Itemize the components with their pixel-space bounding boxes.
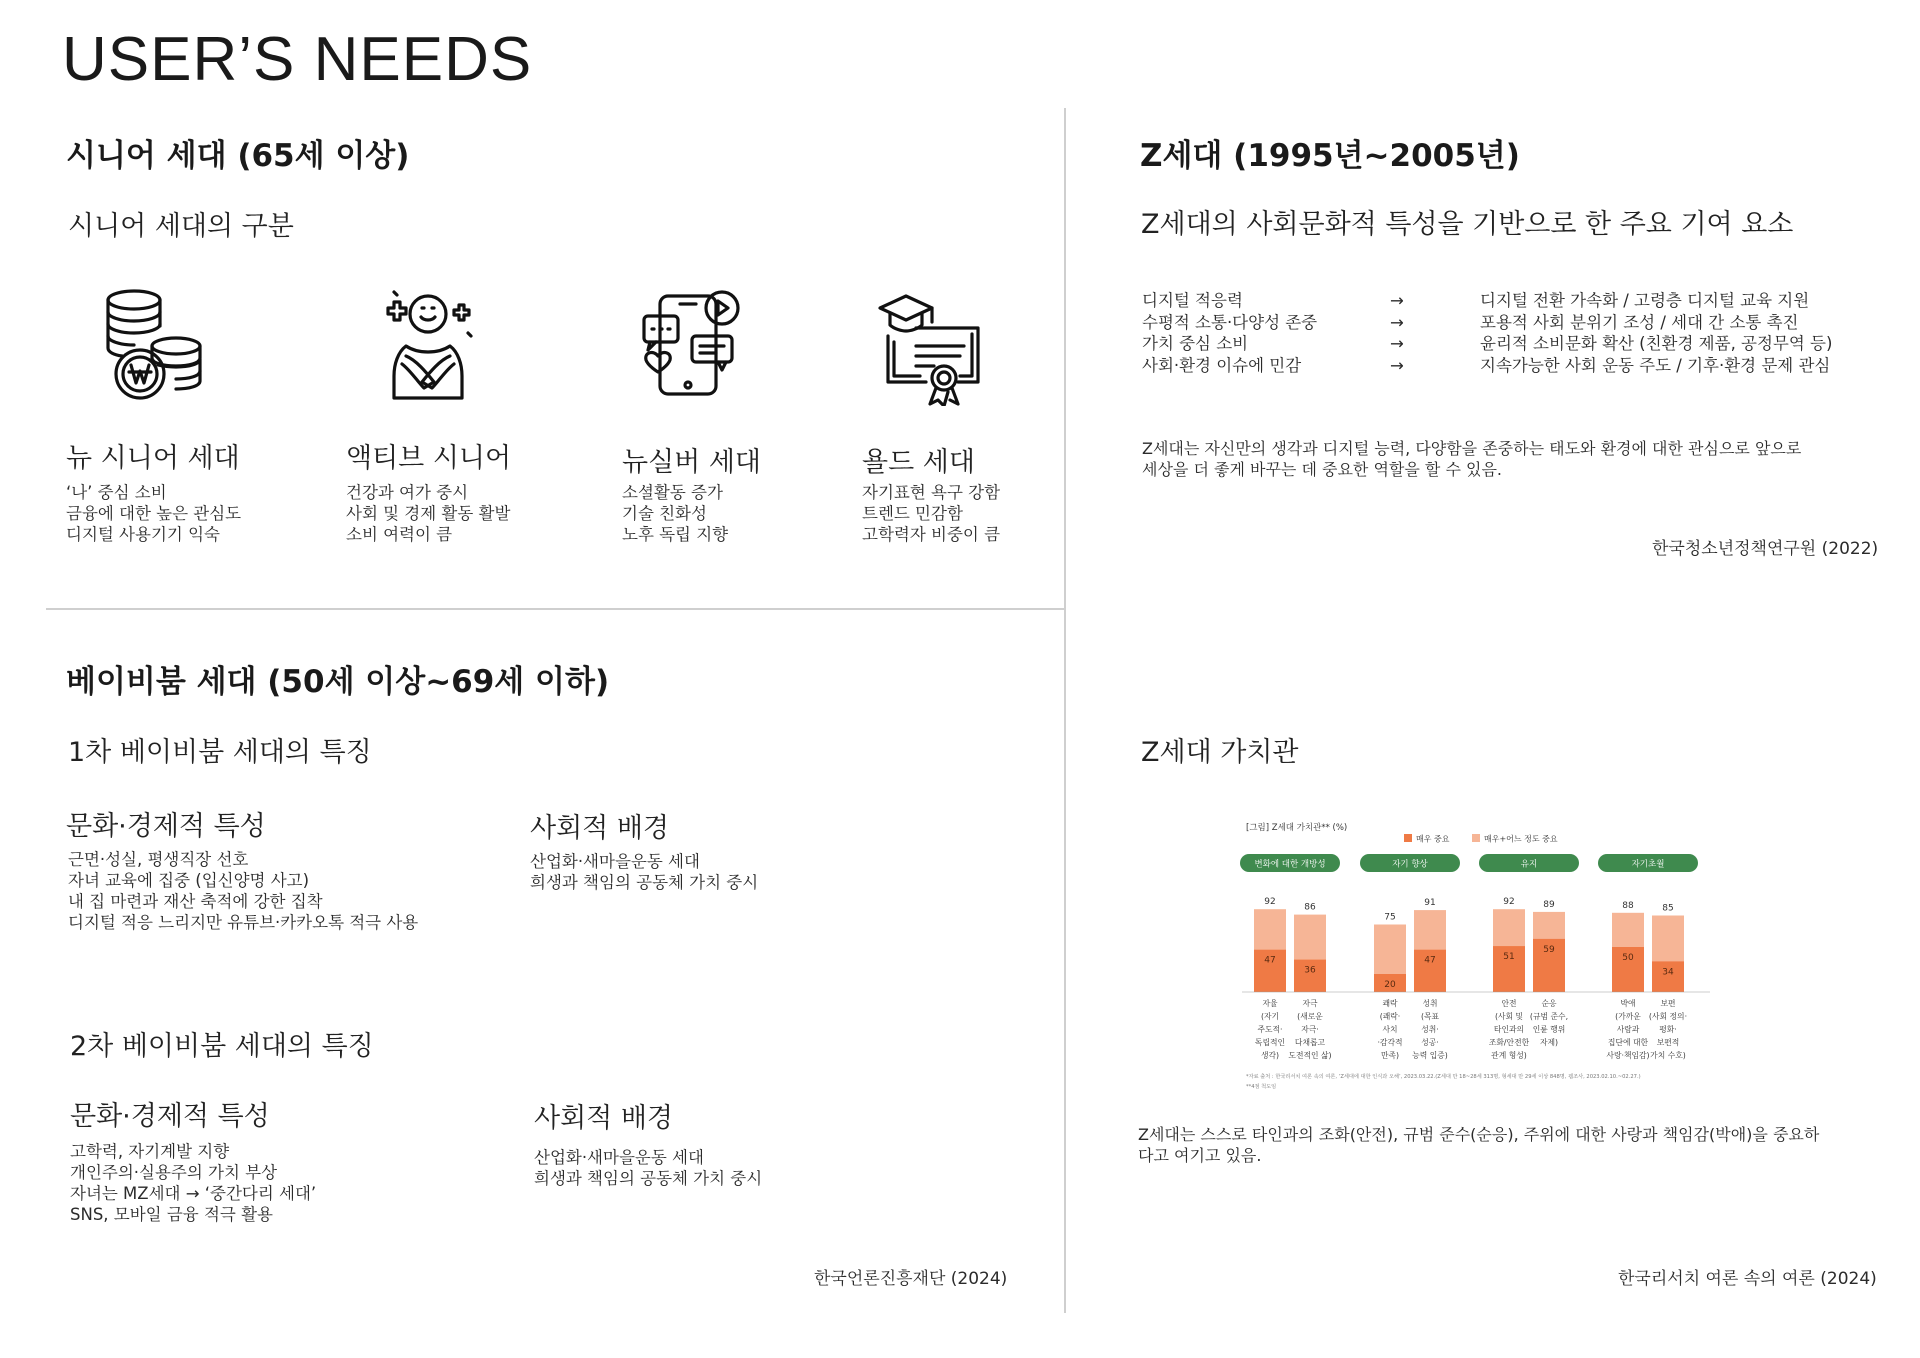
category-label: 관계 형성) <box>1491 1051 1527 1060</box>
chart-title: [그림] Z세대 가치관** (%) <box>1246 823 1348 833</box>
boomer-second-social-list: 산업화·새마을운동 세대 희생과 책임의 공동체 가치 중시 <box>534 1148 763 1188</box>
category-label: 생각) <box>1260 1051 1280 1060</box>
category-label: (규범 준수, <box>1529 1012 1569 1021</box>
genz-values-summary: Z세대는 스스로 타인과의 조화(안전), 규범 준수(순응), 주위에 대한 사랑과 책임감(박애)을 중요하 다고 여기고 있음. <box>1138 1125 1820 1165</box>
boomer-source: 한국언론진흥재단 (2024) <box>814 1269 1008 1289</box>
smartphone-social-icon <box>638 286 748 406</box>
category-label: 능력 입증) <box>1412 1051 1448 1060</box>
senior-group-name: 욜드 세대 <box>862 447 975 478</box>
arrow-icon: → <box>1390 355 1404 375</box>
category-label: 자극· <box>1301 1025 1319 1034</box>
genz-values-chart <box>1240 812 1720 1096</box>
senior-group-name: 액티브 시니어 <box>346 443 512 474</box>
category-label: 보편 <box>1660 999 1676 1008</box>
chart-footnote: **4점 척도임 <box>1246 1084 1277 1090</box>
category-label: (새로운 <box>1297 1012 1323 1021</box>
active-person-icon <box>374 286 484 406</box>
category-label: 만족) <box>1380 1051 1400 1060</box>
group-pill-label: 유지 <box>1520 859 1538 870</box>
legend-swatch <box>1472 834 1480 842</box>
data-label-total: 92 <box>1264 897 1276 908</box>
group-pill-label: 변화에 대한 개방성 <box>1254 859 1326 870</box>
boomer-second-social-title: 사회적 배경 <box>534 1103 673 1134</box>
category-label: 집단에 대한 <box>1607 1038 1649 1047</box>
category-label: 인륜 행위 <box>1532 1025 1566 1034</box>
category-label: (쾌락· <box>1379 1012 1401 1021</box>
horizontal-divider <box>46 608 1064 610</box>
boomer-second-econ-list: 고학력, 자기계발 지향 개인주의·실용주의 가치 부상 자녀는 MZ세대 → ‘중간다리 세대’ SNS, 모바일 금융 적극 활용 <box>70 1142 317 1224</box>
data-label-very-important: 20 <box>1384 980 1396 990</box>
category-label: 자극 <box>1302 999 1318 1008</box>
genz-contributions-list: 디지털 전환 가속화 / 고령층 디지털 교육 지원 포용적 사회 분위기 조성 / 세대 간 소통 촉진 윤리적 소비문화 확산 (친환경 제품, 공정무역 등) 지속가능한 사회 운동 주도 / 기후·환경 문제 관심 <box>1480 291 1833 375</box>
category-label: (사회 및 <box>1494 1012 1524 1021</box>
boomer-first-title: 1차 베이비붐 세대의 특징 <box>68 737 372 768</box>
category-label: 안전 <box>1501 999 1517 1008</box>
category-label: 사치 <box>1382 1025 1398 1034</box>
category-label: 다채롭고 <box>1294 1038 1326 1047</box>
arrow-icon: → <box>1390 291 1404 310</box>
category-label: 도전적인 삶) <box>1288 1051 1332 1060</box>
category-label: 보편적 <box>1656 1038 1680 1047</box>
category-label: 타인과의 <box>1493 1025 1525 1034</box>
data-label-very-important: 47 <box>1264 955 1276 966</box>
boomer-first-econ-title: 문화·경제적 특성 <box>66 811 266 842</box>
data-label-very-important: 50 <box>1622 953 1634 963</box>
senior-group-desc: 소셜활동 증가 기술 친화성 노후 독립 지향 <box>622 483 729 544</box>
genz-subtitle: Z세대의 사회문화적 특성을 기반으로 한 주요 기여 요소 <box>1141 209 1794 240</box>
category-label: 독립적인 <box>1254 1038 1286 1047</box>
genz-traits-list: 디지털 적응력 수평적 소통·다양성 존중 가치 중심 소비 사회·환경 이슈에 민감 <box>1142 291 1318 375</box>
category-label: (사회 정의· <box>1648 1012 1688 1021</box>
bar-very-important <box>1294 960 1326 992</box>
arrow-icon: → <box>1390 334 1404 353</box>
category-label: 평화· <box>1659 1025 1677 1034</box>
senior-subtitle: 시니어 세대의 구분 <box>68 211 294 242</box>
genz-values-title: Z세대 가치관 <box>1141 737 1299 768</box>
data-label-total: 92 <box>1503 897 1515 908</box>
boomer-second-title: 2차 베이비붐 세대의 특징 <box>70 1031 374 1062</box>
group-pill-label: 자기초월 <box>1631 859 1665 870</box>
data-label-very-important: 34 <box>1662 967 1674 978</box>
data-label-total: 86 <box>1304 902 1316 913</box>
category-label: 성취 <box>1422 999 1438 1008</box>
category-label: (가까운 <box>1615 1012 1641 1021</box>
genz-arrow-column <box>1390 290 1404 376</box>
category-label: 자제) <box>1539 1038 1559 1047</box>
diploma-certificate-icon <box>876 286 986 406</box>
category-label: 주도적· <box>1257 1025 1283 1034</box>
senior-group-desc: 건강과 여가 중시 사회 및 경제 활동 활발 소비 여력이 큼 <box>346 483 511 544</box>
data-label-total: 88 <box>1622 900 1634 911</box>
genz-source: 한국청소년정책연구원 (2022) <box>1652 539 1879 559</box>
data-label-total: 89 <box>1543 899 1555 910</box>
category-label: (목표 <box>1420 1012 1440 1021</box>
chart-footnote: *자료 출처 : 한국리서치 여론 속의 여론, ‘Z세대에 대한 인식과 오해’, 2023.03.22.(Z세대 만 18~28세 313명, 형세대 만 29세 이상 848명, 웹조사, 2023.02.10.~02.27.) <box>1246 1074 1641 1080</box>
data-label-very-important: 36 <box>1304 965 1316 976</box>
category-label: ·감각적 <box>1377 1038 1403 1047</box>
senior-section-title: 시니어 세대 (65세 이상) <box>66 138 410 174</box>
genz-values-source: 한국리서치 여론 속의 여론 (2024) <box>1618 1269 1877 1289</box>
category-label: 성공· <box>1421 1038 1439 1047</box>
category-label: 자율 <box>1262 999 1278 1008</box>
data-label-total: 91 <box>1424 898 1436 909</box>
data-label-very-important: 59 <box>1543 944 1555 955</box>
vertical-divider <box>1064 108 1066 1313</box>
data-label-total: 85 <box>1662 903 1674 914</box>
category-label: 쾌락 <box>1382 999 1398 1008</box>
category-label: 박애 <box>1620 999 1636 1008</box>
page-title: USER’S NEEDS <box>62 25 533 94</box>
group-pill-label: 자기 향상 <box>1392 859 1428 870</box>
senior-group-desc: 자기표현 욕구 강함 트렌드 민감함 고학력자 비중이 큼 <box>862 483 1001 544</box>
category-label: 가치 수호) <box>1650 1051 1686 1060</box>
boomer-first-econ-list: 근면·성실, 평생직장 선호 자녀 교육에 집중 (입신양명 사고) 내 집 마련과 재산 축적에 강한 집착 디지털 적응 느리지만 유튜브·카카오톡 적극 사용 <box>68 850 419 932</box>
data-label-very-important: 51 <box>1503 952 1515 963</box>
category-label: 조화/안전한 <box>1488 1038 1530 1047</box>
category-label: 사랑·책임감) <box>1606 1051 1650 1060</box>
senior-group-desc: ‘나’ 중심 소비 금융에 대한 높은 관심도 디지털 사용기기 익숙 <box>66 483 242 544</box>
category-label: 순응 <box>1541 999 1557 1008</box>
senior-group-name: 뉴 시니어 세대 <box>66 443 240 474</box>
boomer-second-econ-title: 문화·경제적 특성 <box>70 1101 270 1132</box>
coins-won-icon <box>96 286 206 406</box>
boomer-section-title: 베이비붐 세대 (50세 이상~69세 이하) <box>66 664 610 700</box>
arrow-icon: → <box>1390 312 1404 332</box>
boomer-first-social-title: 사회적 배경 <box>530 813 669 844</box>
genz-section-title: Z세대 (1995년~2005년) <box>1140 138 1520 174</box>
legend-label: 매우 중요 <box>1416 834 1450 844</box>
category-label: (자기 <box>1260 1012 1280 1021</box>
boomer-first-social-list: 산업화·새마을운동 세대 희생과 책임의 공동체 가치 중시 <box>530 852 759 892</box>
legend-swatch <box>1404 834 1412 842</box>
senior-group-name: 뉴실버 세대 <box>622 447 761 478</box>
category-label: 사람과 <box>1616 1025 1640 1034</box>
data-label-total: 75 <box>1384 912 1396 923</box>
data-label-very-important: 47 <box>1424 955 1436 966</box>
category-label: 성취· <box>1421 1025 1439 1034</box>
legend-label: 매우+어느 정도 중요 <box>1484 834 1558 844</box>
genz-summary: Z세대는 자신만의 생각과 디지털 능력, 다양함을 존중하는 태도와 환경에 대한 관심으로 앞으로 세상을 더 좋게 바꾸는 데 중요한 역할을 할 수 있음. <box>1142 439 1802 479</box>
